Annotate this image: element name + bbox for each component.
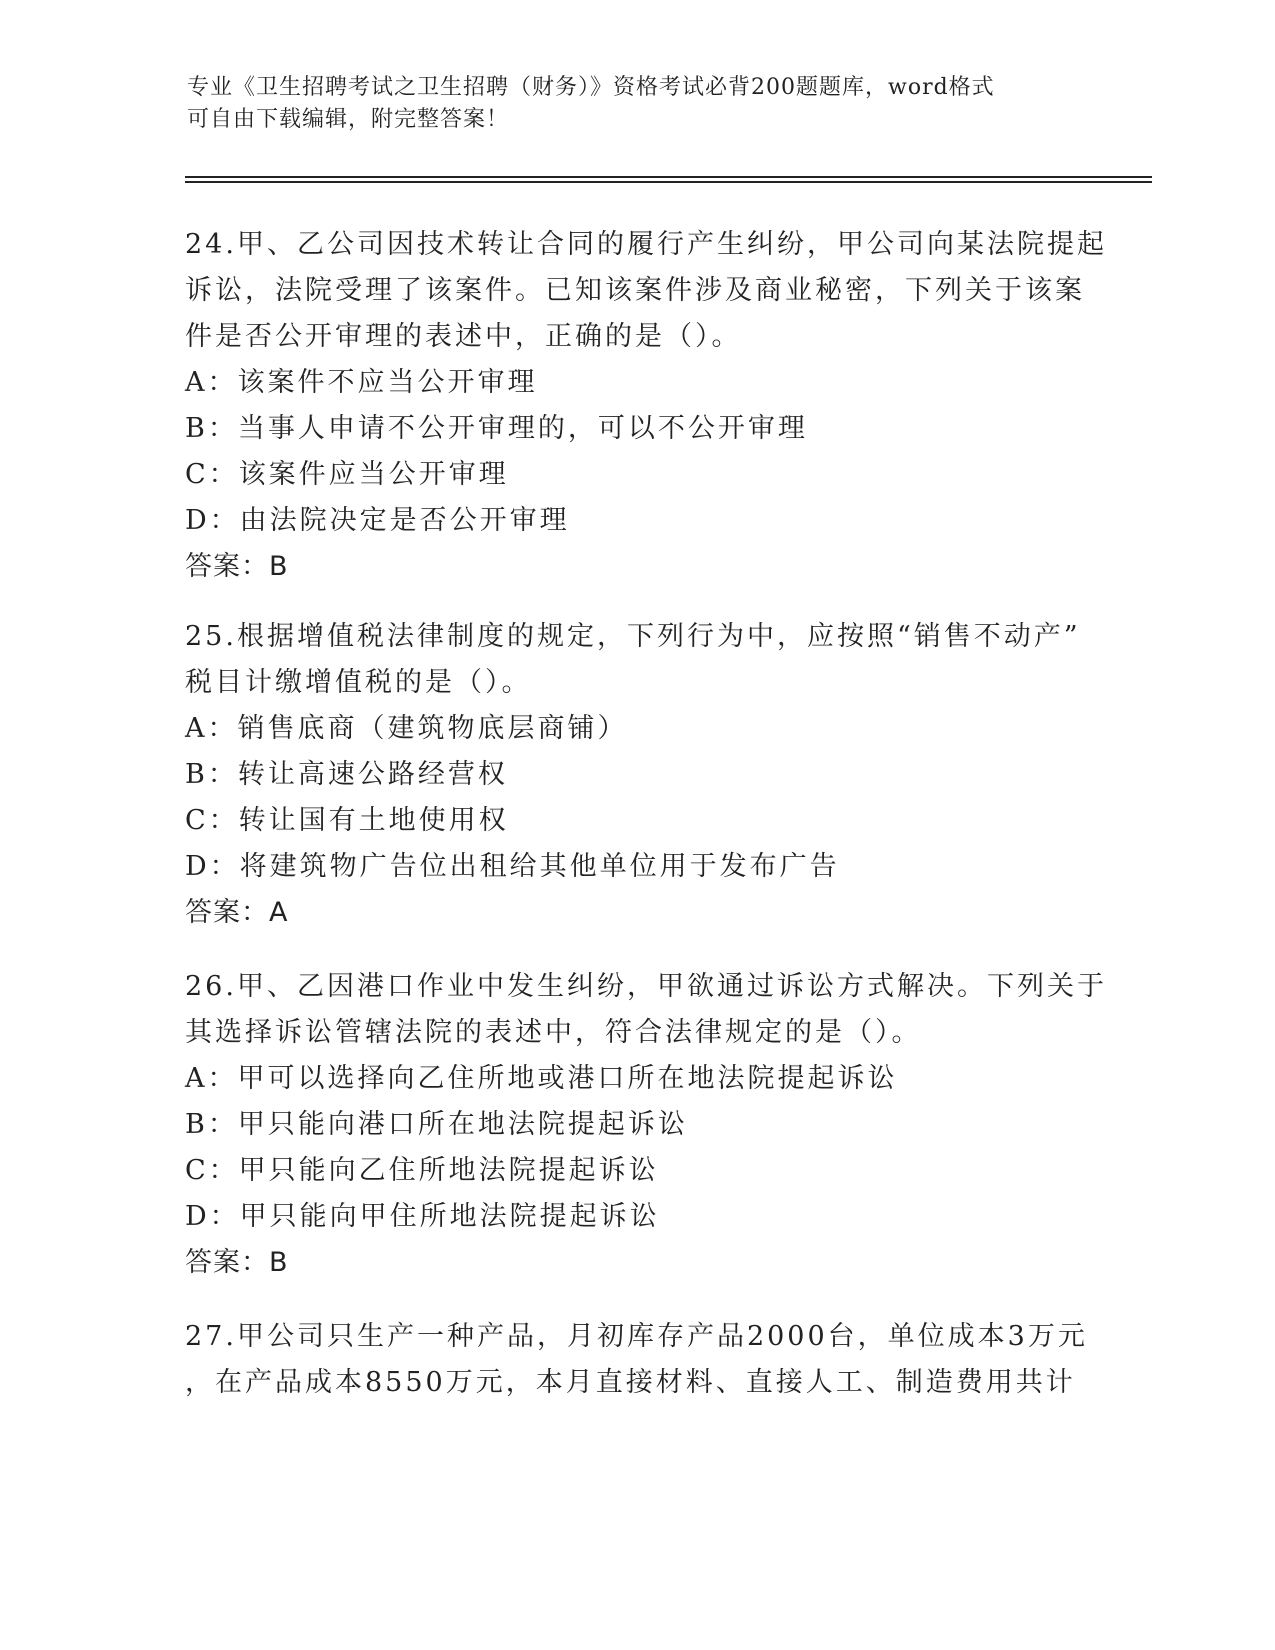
option-d: D：将建筑物广告位出租给其他单位用于发布广告 — [185, 851, 840, 882]
option-d: D：由法院决定是否公开审理 — [185, 505, 570, 536]
answer: 答案：B — [185, 551, 289, 582]
option-a: A：甲可以选择向乙住所地或港口所在地法院提起诉讼 — [185, 1063, 898, 1094]
answer: 答案：A — [185, 897, 289, 928]
option-a: A：该案件不应当公开审理 — [185, 367, 538, 398]
question-stem-line: 税目计缴增值税的是（）。 — [185, 667, 532, 698]
header-divider-top — [185, 176, 1152, 178]
header-divider-bottom — [185, 181, 1152, 183]
question-stem-line: 诉讼，法院受理了该案件。已知该案件涉及商业秘密，下列关于该案 — [185, 275, 1085, 306]
option-c: C：该案件应当公开审理 — [185, 459, 509, 490]
question-stem-line: 27.甲公司只生产一种产品，月初库存产品2000台，单位成本3万元 — [185, 1321, 1088, 1352]
question-stem-line: 25.根据增值税法律制度的规定，下列行为中，应按照“销售不动产” — [185, 621, 1081, 652]
question-stem-line: 24.甲、乙公司因技术转让合同的履行产生纠纷，甲公司向某法院提起 — [185, 229, 1107, 260]
option-b: B：甲只能向港口所在地法院提起诉讼 — [185, 1109, 688, 1140]
option-c: C：甲只能向乙住所地法院提起诉讼 — [185, 1155, 659, 1186]
option-b: B：转让高速公路经营权 — [185, 759, 508, 790]
option-c: C：转让国有土地使用权 — [185, 805, 509, 836]
question-25 — [185, 614, 1085, 936]
option-d: D：甲只能向甲住所地法院提起诉讼 — [185, 1201, 660, 1232]
header-line-2: 可自由下载编辑，附完整答案！ — [187, 107, 510, 132]
document-header — [187, 72, 1087, 136]
question-stem-line: ，在产品成本8550万元，本月直接材料、直接人工、制造费用共计 — [185, 1367, 1076, 1398]
question-27 — [185, 1314, 1088, 1406]
question-24 — [185, 222, 1107, 590]
question-stem-line: 26.甲、乙因港口作业中发生纠纷，甲欲通过诉讼方式解决。下列关于 — [185, 971, 1107, 1002]
header-line-1: 专业《卫生招聘考试之卫生招聘（财务）》资格考试必背200题题库，word格式 — [187, 75, 995, 100]
question-stem-line: 其选择诉讼管辖法院的表述中，符合法律规定的是（）。 — [185, 1017, 922, 1048]
question-stem-line: 件是否公开审理的表述中，正确的是（）。 — [185, 321, 742, 352]
question-26 — [185, 964, 1107, 1286]
option-b: B：当事人申请不公开审理的，可以不公开审理 — [185, 413, 808, 444]
answer: 答案：B — [185, 1247, 289, 1278]
option-a: A：销售底商（建筑物底层商铺） — [185, 713, 628, 744]
